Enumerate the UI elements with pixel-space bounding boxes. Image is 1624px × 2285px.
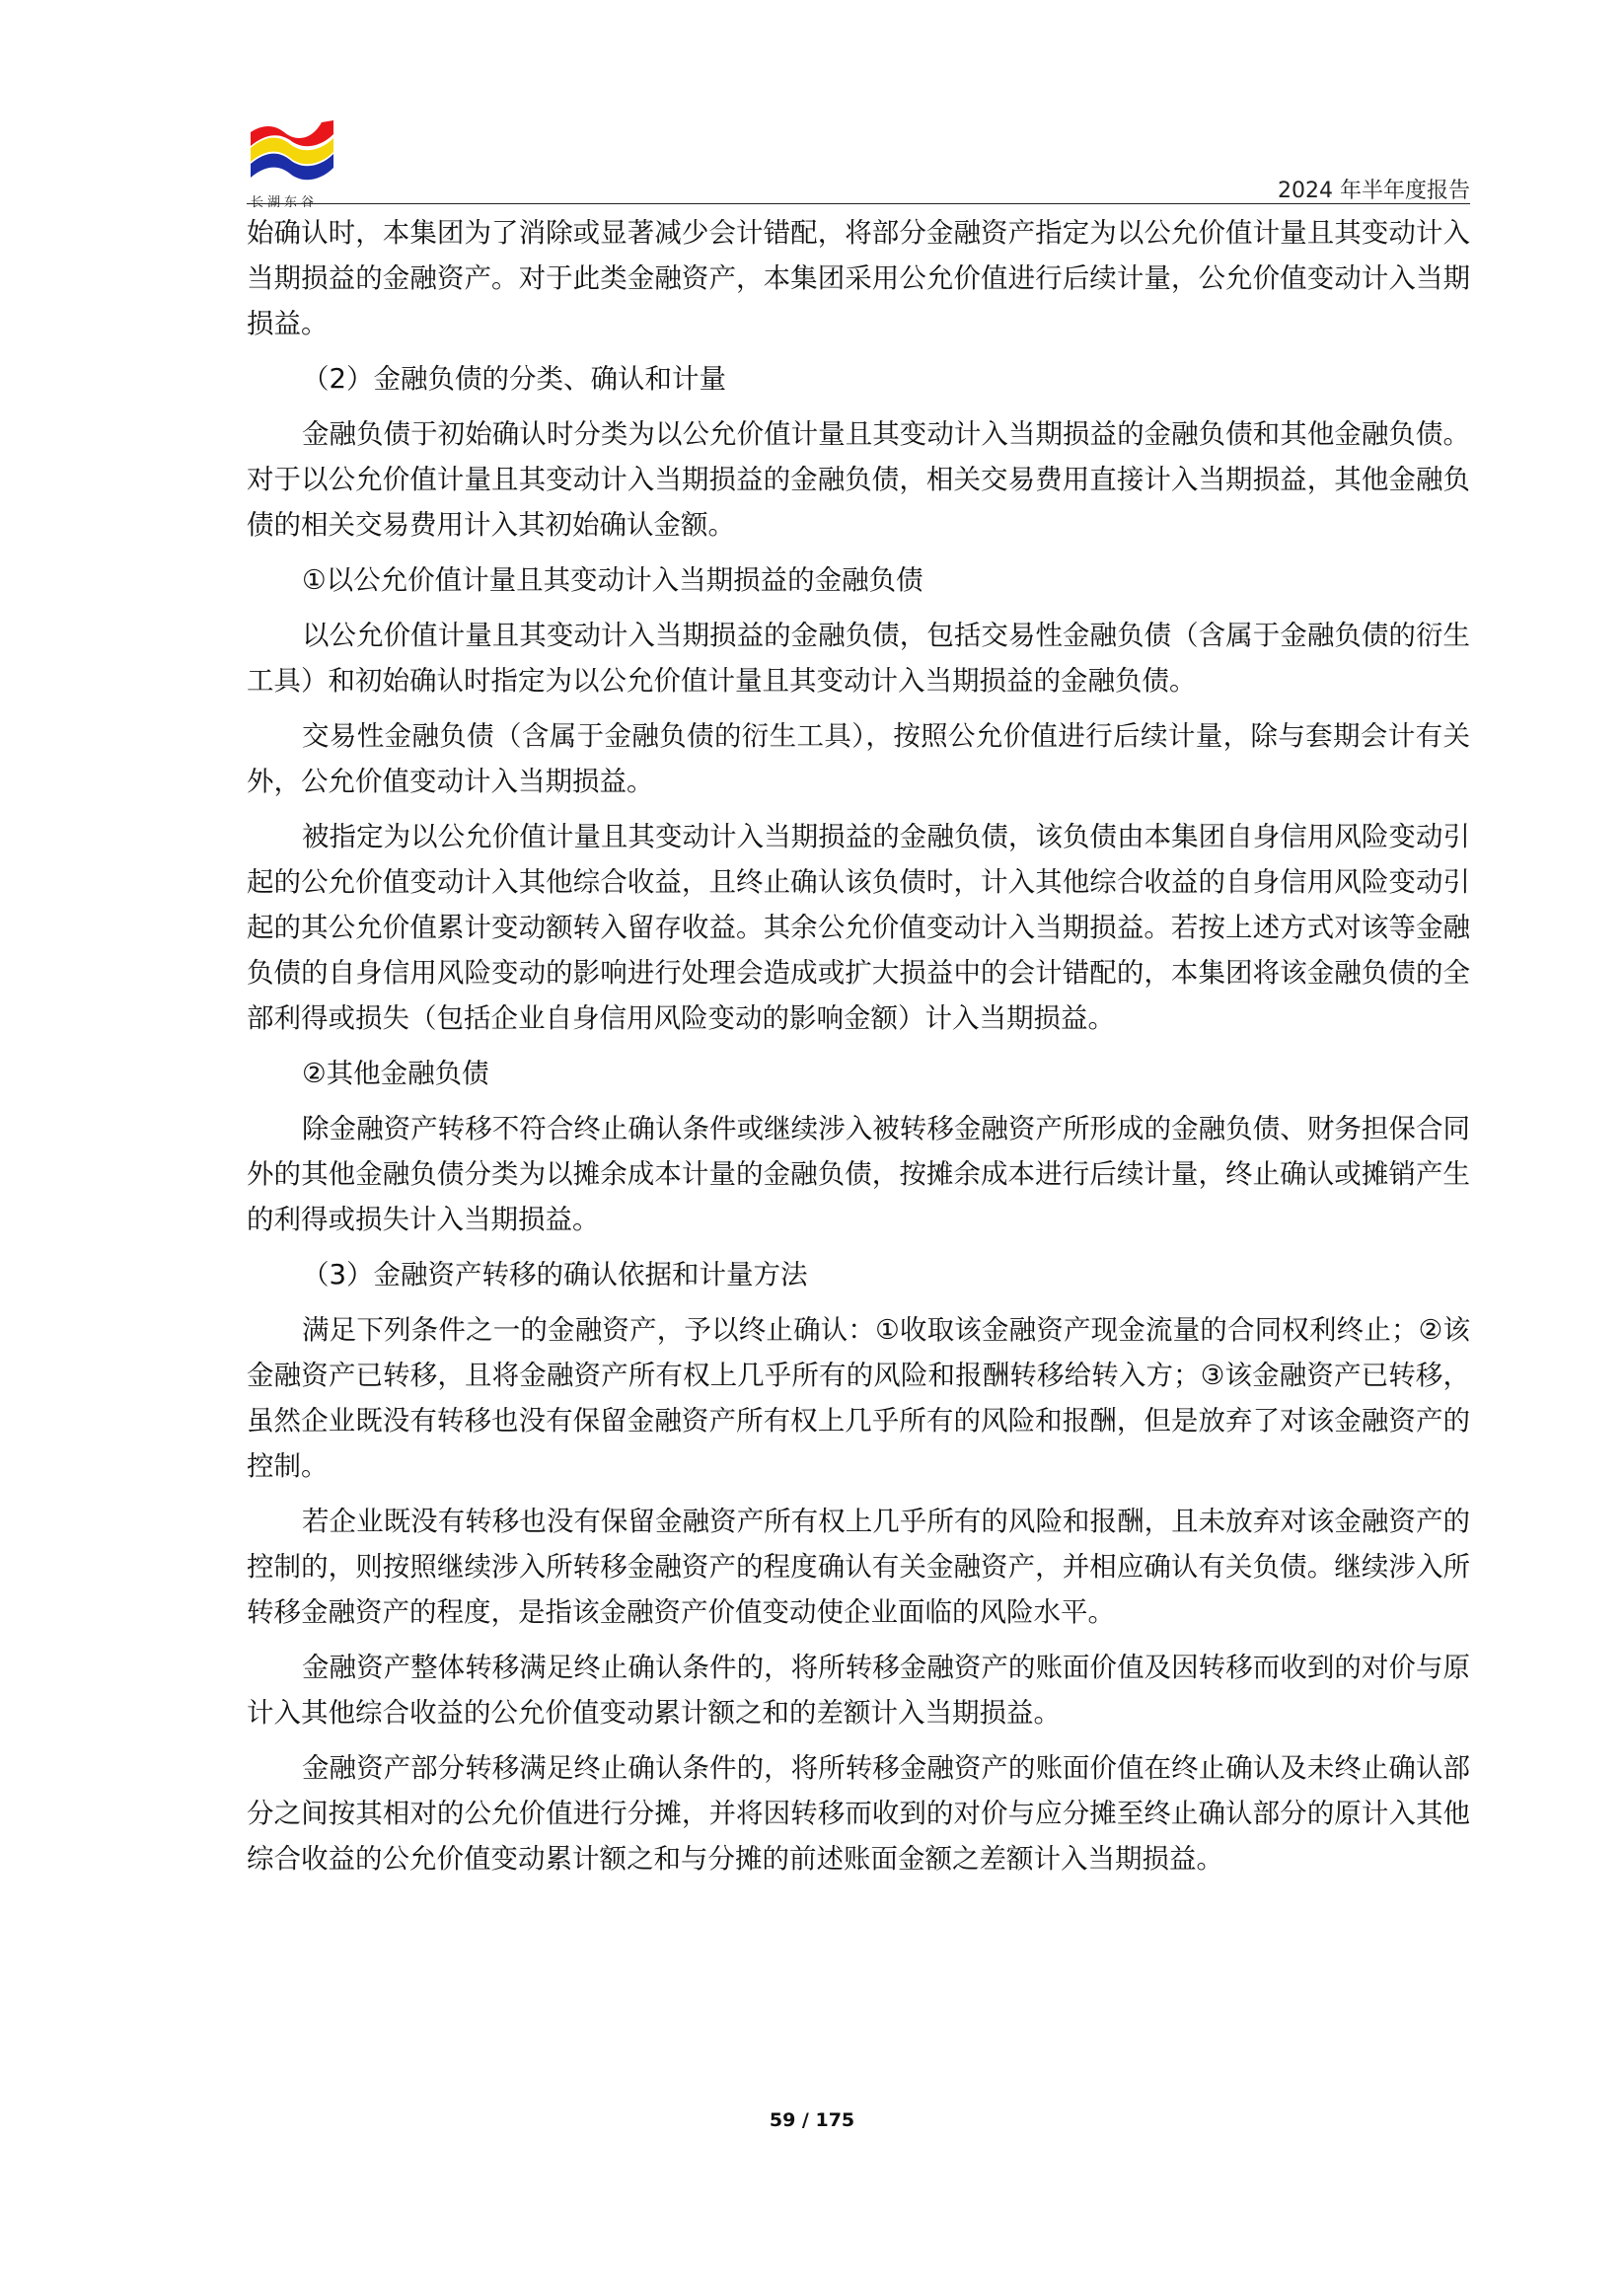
document-body xyxy=(247,210,1470,1891)
body-paragraph: 若企业既没有转移也没有保留金融资产所有权上几乎所有的风险和报酬，且未放弃对该金融资产的控制的，则按照继续涉入所转移金融资产的程度确认有关金融资产，并相应确认有关负债。继续涉入所转移金融资产的程度，是指该金融资产价值变动使企业面临的风险水平。 xyxy=(247,1506,1470,1628)
company-logo-text: 长湖东谷 xyxy=(251,195,319,210)
body-paragraph: 始确认时，本集团为了消除或显著减少会计错配，将部分金融资产指定为以公允价值计量且其变动计入当期损益的金融资产。对于此类金融资产，本集团采用公允价值进行后续计量，公允价值变动计入当期损益。 xyxy=(247,217,1470,339)
body-paragraph: 金融资产部分转移满足终止确认条件的，将所转移金融资产的账面价值在终止确认及未终止确认部分之间按其相对的公允价值进行分摊，并将因转移而收到的对价与应分摊至终止确认部分的原计入其他综合收益的公允价值变动累计额之和与分摊的前述账面金额之差额计入当期损益。 xyxy=(247,1752,1470,1875)
subsection-heading: ②其他金融负债 xyxy=(302,1058,489,1089)
company-logo-icon xyxy=(251,118,333,189)
subsection-heading: ①以公允价值计量且其变动计入当期损益的金融负债 xyxy=(302,564,923,596)
body-paragraph: 除金融资产转移不符合终止确认条件或继续涉入被转移金融资产所形成的金融负债、财务担保合同外的其他金融负债分类为以摊余成本计量的金融负债，按摊余成本进行后续计量，终止确认或摊销产生的利得或损失计入当期损益。 xyxy=(247,1113,1470,1235)
body-paragraph: 交易性金融负债（含属于金融负债的衍生工具），按照公允价值进行后续计量，除与套期会计有关外，公允价值变动计入当期损益。 xyxy=(247,720,1470,797)
body-paragraph: 被指定为以公允价值计量且其变动计入当期损益的金融负债，该负债由本集团自身信用风险变动引起的公允价值变动计入其他综合收益，且终止确认该负债时，计入其他综合收益的自身信用风险变动引起的其公允价值累计变动额转入留存收益。其余公允价值变动计入当期损益。若按上述方式对该等金融负债的自身信用风险变动的影响进行处理会造成或扩大损益中的会计错配的，本集团将该金融负债的全部利得或损失（包括企业自身信用风险变动的影响金额）计入当期损益。 xyxy=(247,821,1470,1034)
page-header xyxy=(247,111,1470,209)
body-paragraph: 以公允价值计量且其变动计入当期损益的金融负债，包括交易性金融负债（含属于金融负债的衍生工具）和初始确认时指定为以公允价值计量且其变动计入当期损益的金融负债。 xyxy=(247,620,1470,697)
section-heading: （3）金融资产转移的确认依据和计量方法 xyxy=(302,1259,808,1290)
page-number: 59 / 175 xyxy=(769,2109,855,2131)
body-paragraph: 金融资产整体转移满足终止确认条件的，将所转移金融资产的账面价值及因转移而收到的对价与原计入其他综合收益的公允价值变动累计额之和的差额计入当期损益。 xyxy=(247,1652,1470,1729)
section-heading: （2）金融负债的分类、确认和计量 xyxy=(302,363,726,395)
company-logo xyxy=(251,118,333,209)
body-paragraph: 满足下列条件之一的金融资产，予以终止确认：①收取该金融资产现金流量的合同权利终止；②该金融资产已转移，且将金融资产所有权上几乎所有的风险和报酬转移给转入方；③该金融资产已转移，虽然企业既没有转移也没有保留金融资产所有权上几乎所有的风险和报酬，但是放弃了对该金融资产的控制。 xyxy=(247,1314,1470,1482)
report-title: 2024 年半年度报告 xyxy=(1278,179,1470,203)
body-paragraph: 金融负债于初始确认时分类为以公允价值计量且其变动计入当期损益的金融负债和其他金融负债。对于以公允价值计量且其变动计入当期损益的金融负债，相关交易费用直接计入当期损益，其他金融负债的相关交易费用计入其初始确认金额。 xyxy=(247,418,1470,541)
header-divider xyxy=(247,203,1470,204)
